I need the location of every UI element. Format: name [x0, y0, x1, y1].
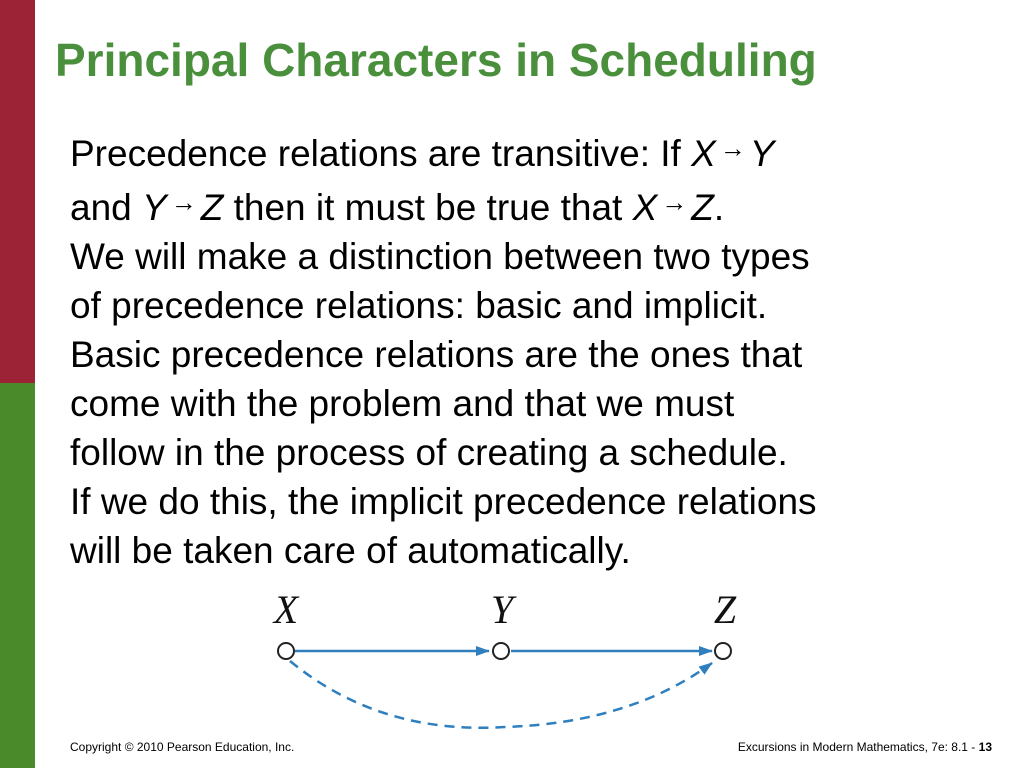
- footer-copyright: Copyright © 2010 Pearson Education, Inc.: [70, 740, 295, 754]
- body-text-segment: and: [70, 187, 143, 228]
- edge-x-to-z-implicit: [290, 661, 712, 728]
- node-y: [493, 643, 509, 659]
- page-number: 13: [978, 740, 992, 754]
- body-text-segment: .: [713, 187, 725, 228]
- footer-citation: [738, 740, 992, 754]
- variable-y: Y: [142, 187, 167, 228]
- variable-z: Z: [691, 187, 714, 228]
- arrow-icon: →: [719, 133, 746, 163]
- accent-bar-red: [0, 0, 35, 383]
- arrow-icon: →: [661, 187, 688, 217]
- body-text-segment: Precedence relations are transitive: If: [70, 133, 692, 174]
- slide-title: Principal Characters in Scheduling: [55, 34, 817, 86]
- precedence-diagram: [260, 585, 760, 735]
- node-x: [278, 643, 294, 659]
- node-label-z: Z: [713, 587, 737, 632]
- body-line-7: follow in the process of creating a schedule.: [70, 432, 788, 473]
- body-line-2: [70, 178, 1005, 232]
- body-text-segment: then it must be true that: [223, 187, 633, 228]
- variable-x: X: [632, 187, 658, 228]
- arrow-icon: →: [170, 187, 197, 217]
- body-line-5: Basic precedence relations are the ones that: [70, 334, 803, 375]
- body-line-6: come with the problem and that we must: [70, 383, 735, 424]
- footer-book: Excursions in Modern Mathematics, 7e: 8.1 -: [737, 740, 979, 754]
- body-line-3: We will make a distinction between two types: [70, 236, 810, 277]
- variable-y: Y: [749, 133, 775, 174]
- body-line-1: [70, 124, 1005, 178]
- accent-bar-green: [0, 383, 35, 768]
- body-line-9: will be taken care of automatically.: [70, 530, 631, 571]
- slide-body: [70, 124, 1005, 575]
- variable-z: Z: [200, 187, 224, 228]
- variable-x: X: [691, 133, 716, 174]
- node-z: [715, 643, 731, 659]
- node-label-y: Y: [490, 587, 514, 632]
- body-line-4: of precedence relations: basic and implicit.: [70, 285, 768, 326]
- body-line-8: If we do this, the implicit precedence relations: [70, 481, 817, 522]
- node-label-x: X: [273, 587, 299, 632]
